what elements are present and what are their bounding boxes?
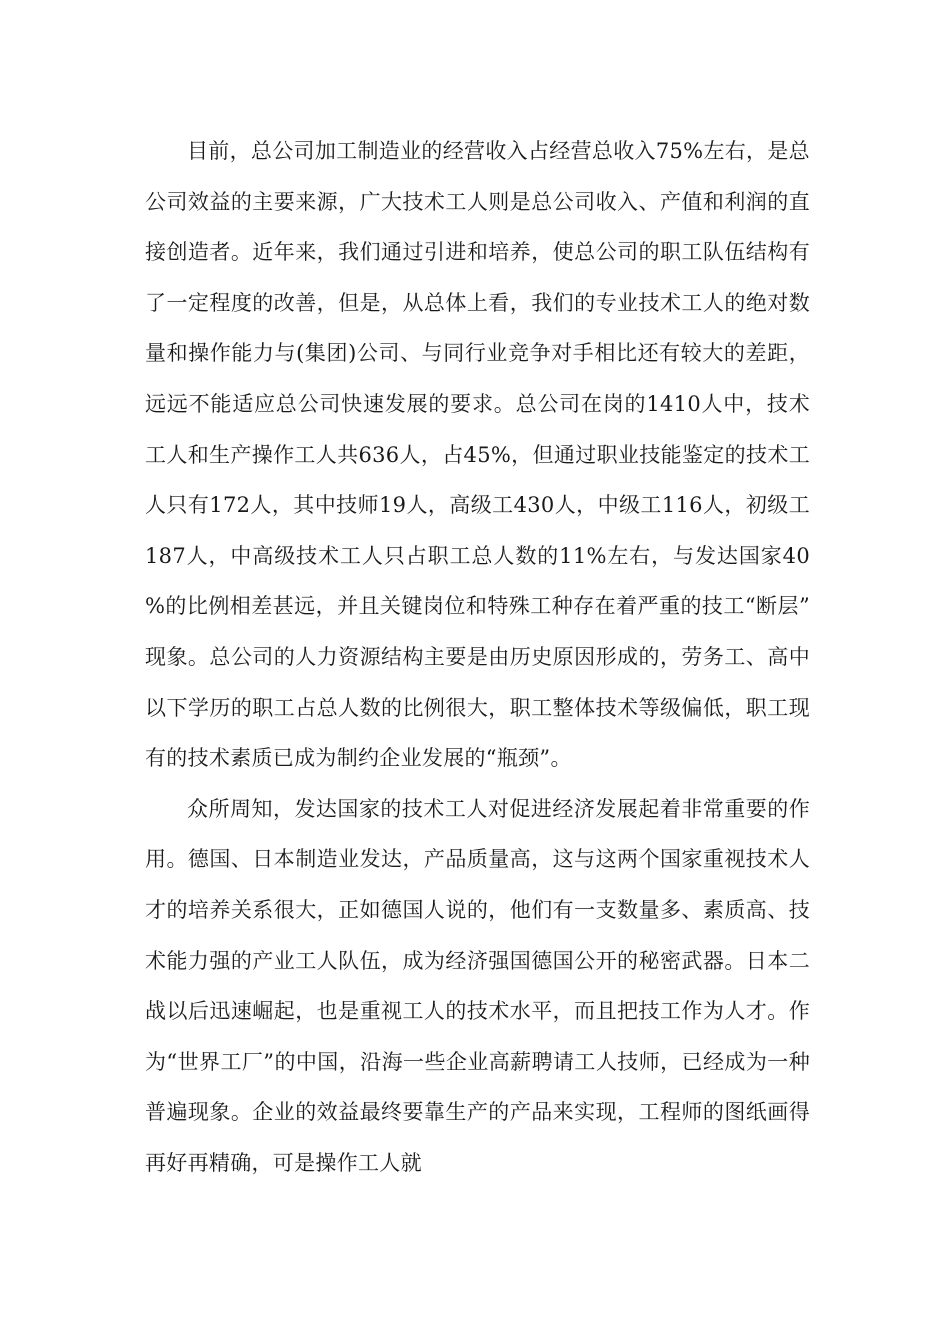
paragraph-workforce-structure: 目前，总公司加工制造业的经营收入占经营总收入75%左右，是总公司效益的主要来源，广大技术工人则是总公司收入、产值和利润的直接创造者。近年来，我们通过引进和培养，使总公司的职工队伍结构有了一定程度的改善，但是，从总体上看，我们的专业技术工人的绝对数量和操作能力与(集团)公司、与同行业竞争对手相比还有较大的差距，远远不能适应总公司快速发展的要求。总公司在岗的1410人中，技术工人和生产操作工人共636人，占45%，但通过职业技能鉴定的技术工人只有172人，其中技师19人，高级工430人，中级工116人，初级工187人，中高级技术工人只占职工总人数的11%左右，与发达国家40%的比例相差甚远，并且关键岗位和特殊工种存在着严重的技工“断层”现象。总公司的人力资源结构主要是由历史原因形成的，劳务工、高中以下学历的职工占总人数的比例很大，职工整体技术等级偏低，职工现有的技术素质已成为制约企业发展的“瓶颈”。 — [145, 139, 810, 771]
document-body — [145, 126, 810, 1188]
paragraph-skilled-workers-importance: 众所周知，发达国家的技术工人对促进经济发展起着非常重要的作用。德国、日本制造业发达，产品质量高，这与这两个国家重视技术人才的培养关系很大，正如德国人说的，他们有一支数量多、素质高、技术能力强的产业工人队伍，成为经济强国德国公开的秘密武器。日本二战以后迅速崛起，也是重视工人的技术水平，而且把技工作为人才。作为“世界工厂”的中国，沿海一些企业高薪聘请工人技师，已经成为一种普遍现象。企业的效益最终要靠生产的产品来实现，工程师的图纸画得再好再精确，可是操作工人就 — [145, 796, 810, 1175]
